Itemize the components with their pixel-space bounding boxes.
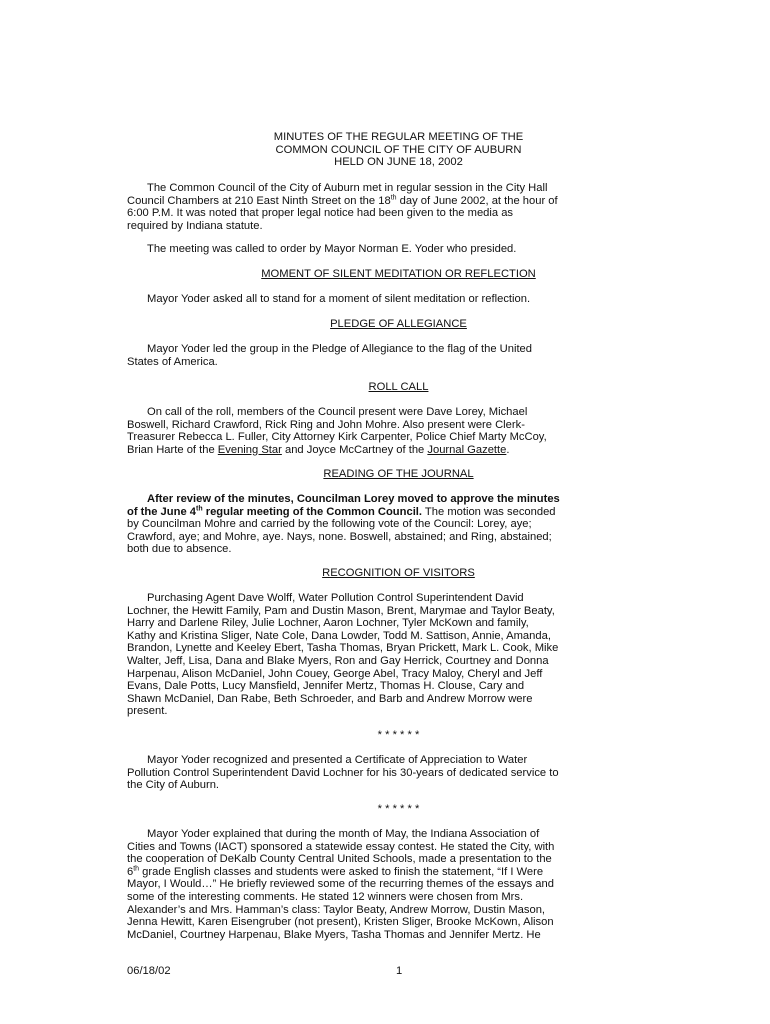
section-heading-pledge xyxy=(127,318,670,331)
section-heading-journal xyxy=(127,468,670,481)
footer-page-number: 1 xyxy=(396,965,403,977)
text-line: Brandon, Lynette and Keeley Ebert, Tasha Thomas, Bryan Prickett, Mark L. Cook, Mike xyxy=(127,642,559,655)
text-line xyxy=(127,506,670,519)
paragraph-visitors xyxy=(127,592,670,718)
superscript: th xyxy=(390,193,397,201)
text-segment: 6 xyxy=(127,865,134,878)
section-heading-rollcall xyxy=(127,381,670,394)
text-line: Shawn McDaniel, Dan Rabe, Beth Schroeder, and Barb and Andrew Morrow were xyxy=(127,692,533,705)
text-line: Jenna Hewitt, Karen Eisengruber (not present), Kristen Sliger, Brooke McKown, Alison xyxy=(127,916,554,929)
text-line: McDaniel, Courtney Harpenau, Blake Myers, Tasha Thomas and Jennifer Mertz. He xyxy=(127,928,541,941)
text-segment: of the June 4 xyxy=(127,505,196,518)
text-segment: grade English classes and students were asked to finish the statement, “If I Were xyxy=(139,865,544,878)
text-line: On call of the roll, members of the Council present were Dave Lorey, Michael xyxy=(147,406,528,418)
paragraph-called-to-order xyxy=(127,243,670,256)
text-segment: Brian Harte of the xyxy=(127,443,218,456)
text-line: After review of the minutes, Councilman Lorey moved to approve the minutes xyxy=(147,493,560,505)
heading-text: READING OF THE JOURNAL xyxy=(323,468,474,480)
text-line: Harry and Darlene Riley, Julie Lochner, Aaron Lochner, Tyler McKown and family, xyxy=(127,617,529,630)
text-segment: and Joyce McCartney of the xyxy=(281,443,428,456)
text-line: Mayor Yoder asked all to stand for a moment of silent meditation or reflection. xyxy=(147,293,531,305)
text-segment: day of June 2002, at the hour of xyxy=(396,194,558,207)
title-line: HELD ON JUNE 18, 2002 xyxy=(334,156,463,169)
document-title xyxy=(127,131,670,169)
title-line: COMMON COUNCIL OF THE CITY OF AUBURN xyxy=(275,143,522,156)
paragraph-journal xyxy=(127,493,670,556)
text-line: Mayor Yoder led the group in the Pledge of Allegiance to the flag of the United xyxy=(147,343,532,355)
text-line: some of the interesting comments. He stated 12 winners were chosen from Mrs. xyxy=(127,890,524,903)
title-line: MINUTES OF THE REGULAR MEETING OF THE xyxy=(273,131,524,143)
text-segment: Council Chambers at 210 East Ninth Street on the 18 xyxy=(127,194,391,207)
text-line: Purchasing Agent Dave Wolff, Water Pollution Control Superintendent David xyxy=(147,592,524,604)
text-line: both due to absence. xyxy=(127,543,232,556)
heading-text: ROLL CALL xyxy=(368,381,429,393)
separator-stars: * * * * * * xyxy=(377,729,420,741)
text-line: the cooperation of DeKalb County Central United Schools, made a presentation to the xyxy=(127,853,552,866)
paragraph-rollcall xyxy=(127,406,670,456)
text-segment: The motion was seconded xyxy=(422,505,556,518)
text-line: the City of Auburn. xyxy=(127,779,220,792)
superscript: th xyxy=(196,504,203,512)
text-line: Boswell, Richard Crawford, Rick Ring and John Mohre. Also present were Clerk- xyxy=(127,418,525,431)
text-line: Mayor, I Would…” He briefly reviewed some of the recurring themes of the essays and xyxy=(127,878,554,891)
text-line: States of America. xyxy=(127,355,218,368)
text-line: Cities and Towns (IACT) sponsored a statewide essay contest. He stated the City, with xyxy=(127,840,555,853)
text-line: The Common Council of the City of Auburn met in regular session in the City Hall xyxy=(147,182,548,194)
text-line: 6:00 P.M. It was noted that proper legal notice had been given to the media as xyxy=(127,207,514,220)
text-line: Mayor Yoder recognized and presented a Certificate of Appreciation to Water xyxy=(147,754,528,766)
text-line: present. xyxy=(127,705,168,718)
heading-text: RECOGNITION OF VISITORS xyxy=(322,567,475,579)
text-line: required by Indiana statute. xyxy=(127,219,263,232)
text-line: Alexander’s and Mrs. Hamman’s class: Taylor Beaty, Andrew Morrow, Dustin Mason, xyxy=(127,903,546,916)
paragraph-pledge xyxy=(127,343,670,368)
text-segment: regular meeting of the Common Council. xyxy=(202,505,423,518)
section-heading-meditation xyxy=(127,268,670,281)
text-line xyxy=(127,444,670,457)
separator xyxy=(127,729,670,742)
newspaper-name: Evening Star xyxy=(217,443,282,456)
footer-date: 06/18/02 xyxy=(127,965,171,977)
text-line: Lochner, the Hewitt Family, Pam and Dustin Mason, Brent, Marymae and Taylor Beaty, xyxy=(127,604,555,617)
paragraph-certificate xyxy=(127,754,670,792)
text-line: Kathy and Kristina Sliger, Nate Cole, Dana Lowder, Todd M. Sattison, Annie, Amanda, xyxy=(127,629,551,642)
text-line: Treasurer Rebecca L. Fuller, City Attorney Kirk Carpenter, Police Chief Marty McCoy, xyxy=(127,431,547,444)
text-line: Mayor Yoder explained that during the month of May, the Indiana Association of xyxy=(147,828,540,840)
text-line xyxy=(127,866,670,879)
text-line xyxy=(127,195,670,208)
text-line: The meeting was called to order by Mayor Norman E. Yoder who presided. xyxy=(147,243,517,255)
text-line: Walter, Jeff, Lisa, Dana and Blake Myers, Ron and Gay Herrick, Courtney and Donna xyxy=(127,654,549,667)
heading-text: MOMENT OF SILENT MEDITATION OR REFLECTION xyxy=(261,268,536,280)
separator xyxy=(127,803,670,816)
paragraph-essay-contest xyxy=(127,828,670,941)
separator-stars: * * * * * * xyxy=(377,803,420,815)
superscript: th xyxy=(133,865,140,873)
section-heading-visitors xyxy=(127,567,670,580)
text-line: Pollution Control Superintendent David Lochner for his 30-years of dedicated service to xyxy=(127,766,559,779)
paragraph-meditation xyxy=(127,293,670,306)
text-line: Evans, Dale Potts, Lucy Mansfield, Jennifer Mertz, Thomas H. Clouse, Cary and xyxy=(127,680,525,693)
text-segment: . xyxy=(506,443,510,456)
newspaper-name: Journal Gazette xyxy=(427,443,507,456)
paragraph-session xyxy=(127,182,670,232)
heading-text: PLEDGE OF ALLEGIANCE xyxy=(330,318,467,330)
text-line: by Councilman Mohre and carried by the following vote of the Council: Lorey, aye; xyxy=(127,518,532,531)
text-line: Crawford, aye; and Mohre, aye. Nays, none. Boswell, abstained; and Ring, abstained; xyxy=(127,530,552,543)
text-line: Harpenau, Alison McDaniel, John Couey, George Abel, Tracy Maloy, Cheryl and Jeff xyxy=(127,667,543,680)
